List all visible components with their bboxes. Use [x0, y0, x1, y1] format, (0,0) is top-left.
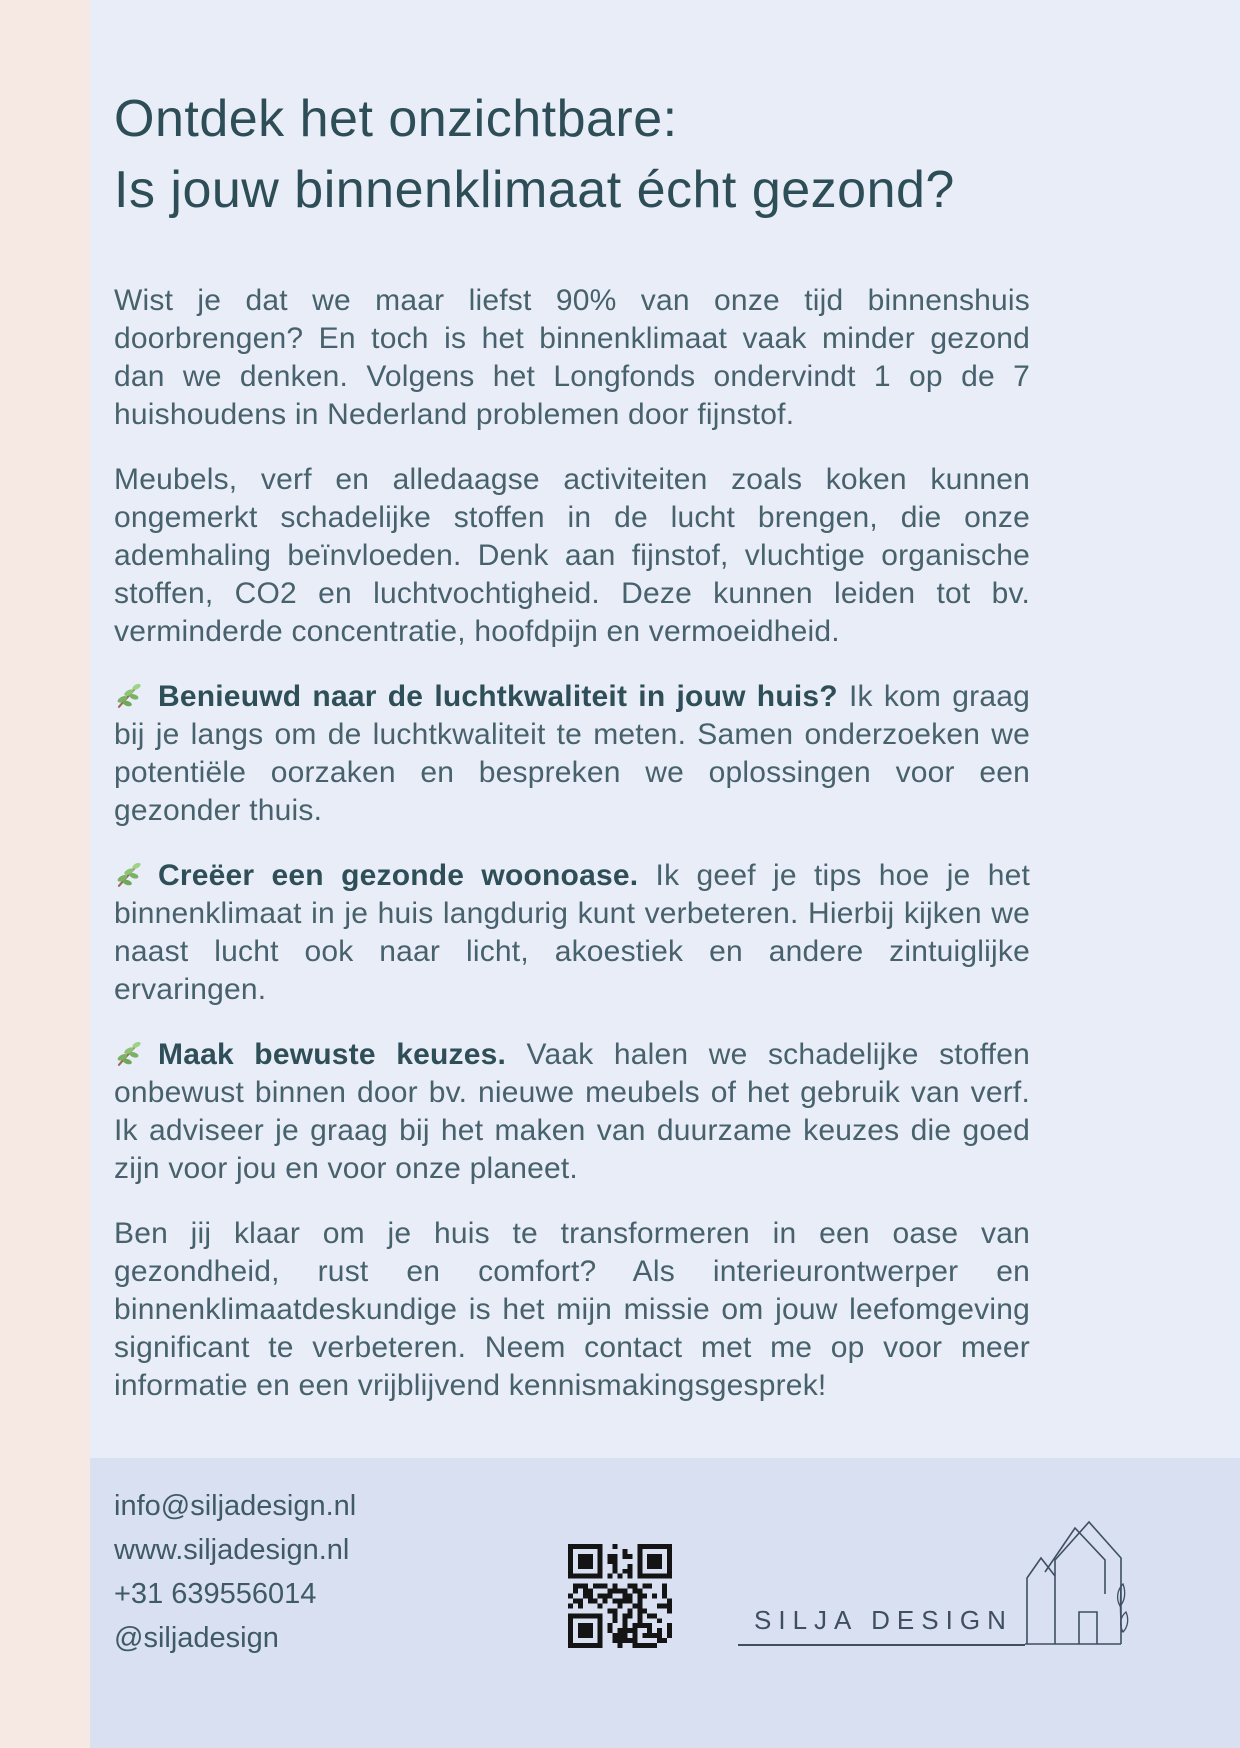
contact-website: www.siljadesign.nl [114, 1534, 350, 1566]
page-title-line1: Ontdek het onzichtbare: [114, 90, 678, 148]
intro-paragraph-1: Wist je dat we maar liefst 90% van onze tijd binnenshuis doorbrengen? En toch is het binnenklimaat vaak minder gezond dan we denken. Volgens het Longfonds ondervindt 1 op de 7 huishoudens in Nederland problemen door fijnstof. [114, 284, 1030, 431]
bullet-text: Ik geef je tips hoe je het binnenklimaat in je huis langdurig kunt verbeteren. Hierbij kijken we naast lucht ook naar licht, akoestiek en andere zintuiglijke ervaringen. [114, 859, 1031, 1006]
left-accent-strip [0, 0, 90, 1748]
closing-paragraph: Ben jij klaar om je huis te transformeren in een oase van gezondheid, rust en comfort? Als interieurontwerper en binnenklimaatdeskundige is het mijn missie om jouw leefomgeving significant te verbeteren. Neem contact met me op voor meer informatie en een vrijblijvend kennismakingsgesprek! [114, 1217, 1030, 1402]
herb-sprig-icon [114, 860, 144, 890]
contact-email: info@siljadesign.nl [114, 1490, 357, 1522]
herb-sprig-icon [114, 1039, 144, 1069]
main-copy [90, 0, 1240, 1432]
flyer-content [90, 0, 1240, 1748]
footer [90, 1458, 1240, 1748]
bullet-item [114, 678, 1030, 830]
bullet-item [114, 1036, 1030, 1188]
contact-social: @siljadesign [114, 1622, 279, 1654]
bullet-lead: Maak bewuste keuzes. [158, 1038, 507, 1071]
logo-wordmark: SILJA DESIGN [738, 1605, 1025, 1646]
qr-code [568, 1544, 672, 1648]
page-title-line2: Is jouw binnenklimaat écht gezond? [114, 161, 955, 219]
bullet-text: Vaak halen we schadelijke stoffen onbewust binnen door bv. nieuwe meubels of het gebruik van verf. Ik adviseer je graag bij het maken van duurzame keuzes die goed zijn voor jou en voor onze planeet. [114, 1038, 1030, 1185]
bullet-item [114, 857, 1030, 1009]
house-logo-icon [1025, 1514, 1129, 1646]
intro-paragraph-2: Meubels, verf en alledaagse activiteiten zoals koken kunnen ongemerkt schadelijke stoffen in de lucht brengen, die onze ademhaling beïnvloeden. Denk aan fijnstof, vluchtige organische stoffen, CO2 en luchtvochtigheid. Deze kunnen leiden tot bv. verminderde concentratie, hoofdpijn en vermoeidheid. [114, 463, 1030, 648]
page-title [114, 84, 1030, 226]
bullet-lead: Benieuwd naar de luchtkwaliteit in jouw huis? [158, 680, 838, 713]
contact-phone: +31 639556014 [114, 1578, 317, 1610]
bullet-lead: Creëer een gezonde woonoase. [158, 859, 639, 892]
bullet-text: Ik kom graag bij je langs om de luchtkwaliteit te meten. Samen onderzoeken we potentiële oorzaken en bespreken we oplossingen voor een gezonder thuis. [114, 680, 1030, 827]
herb-sprig-icon [114, 681, 144, 711]
silja-design-logo [738, 1514, 1129, 1646]
body-copy [114, 282, 1030, 1405]
contact-block [114, 1484, 356, 1660]
